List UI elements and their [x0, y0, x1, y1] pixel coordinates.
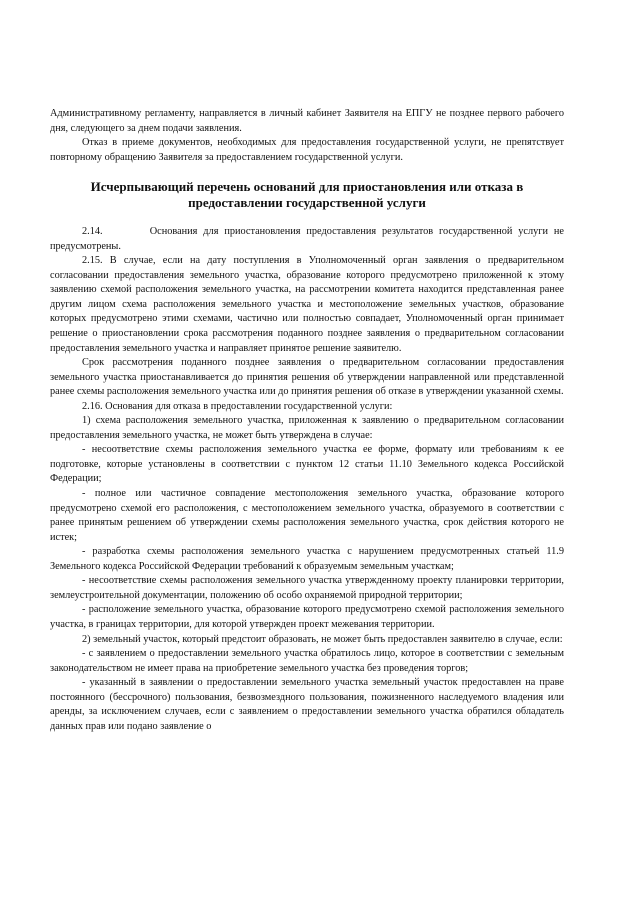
clause-2-15: 2.15. В случае, если на дату поступления в Уполномоченный орган заявления о предварительном согласовании предоставления земельного участка, образование которого предусмотрено приложенной к этому заявлению схемой расположения земельного участка, на рассмотрении комитета находится представленная ранее другим лицом схема расположения земельного участка и местоположение земельных участков, образование которых предусмотрено этими схемами, частично или полностью совпадает, Уполномоченный орган принимает решение о приостановлении срока рассмотрения поданного позднее заявления о предварительном согласовании предоставления земельного участка и направляет принятое решение заявителю. — [50, 255, 564, 354]
list-item: - полное или частичное совпадение местоположения земельного участка, образование которого предусмотрено схемой его расположения, с местоположением земельного участка, образуемого в соответствии с ранее принятым решением об утверждении схемы расположения земельного участка, срок действия которого не истек; — [50, 488, 564, 543]
clause-2-14: 2.14. Основания для приостановления предоставления результатов государственной услуги не предусмотрены. — [50, 226, 567, 252]
list-item: 2) земельный участок, который предстоит образовать, не может быть предоставлен заявителю в случае, если: — [82, 633, 563, 645]
paragraph: Отказ в приеме документов, необходимых для предоставления государственной услуги, не препятствует повторному обращению Заявителя за предоставлением государственной услуги. — [50, 137, 564, 163]
list-item: - указанный в заявлении о предоставлении земельного участка земельный участок предоставлен на праве постоянного (бессрочного) пользования, безвозмездного пользования, пожизненного наследуемого владения или аренды, за исключением случаев, если с заявлением о предоставлении земельного участка обратился обладатель данных прав или подано заявление о — [50, 677, 564, 732]
list-item: - расположение земельного участка, образование которого предусмотрено схемой расположения земельного участка, в границах территории, для которой утвержден проект межевания территории. — [50, 604, 564, 630]
clause-2-16: 2.16. Основания для отказа в предоставлении государственной услуги: — [82, 400, 393, 412]
paragraph: Срок рассмотрения поданного позднее заявления о предварительном согласовании предоставления земельного участка приостанавливается до принятия решения об утверждении направленной или представленной ранее схемы расположения земельного участка или до принятия решения об отказе в утверждении указанной схемы. — [50, 357, 564, 398]
document-body — [50, 107, 567, 734]
list-item: - разработка схемы расположения земельного участка с нарушением предусмотренных статьей 11.9 Земельного кодекса Российской Федерации требований к образуемым земельным участкам; — [50, 546, 564, 572]
section-heading: Исчерпывающий перечень оснований для приостановления или отказа в предоставлении государственной услуги — [90, 179, 524, 211]
list-item: - несоответствие схемы расположения земельного участка ее форме, формату или требованиям к ее подготовке, которые установлены в соответствии с пунктом 12 статьи 11.10 Земельного кодекса Российской Федерации; — [50, 444, 564, 485]
list-item: - несоответствие схемы расположения земельного участка утвержденному проекту планировки территории, землеустроительной документации, положению об особо охраняемой природной территории; — [50, 575, 564, 601]
list-item: 1) схема расположения земельного участка, приложенная к заявлению о предварительном согласовании предоставления земельного участка, не может быть утверждена в случае: — [50, 415, 564, 441]
paragraph: Административному регламенту, направляется в личный кабинет Заявителя на ЕПГУ не позднее первого рабочего дня, следующего за днем подачи заявления. — [50, 108, 564, 134]
list-item: - с заявлением о предоставлении земельного участка обратилось лицо, которое в соответствии с земельным законодательством не имеет права на приобретение земельного участка без проведения торгов; — [50, 648, 564, 674]
